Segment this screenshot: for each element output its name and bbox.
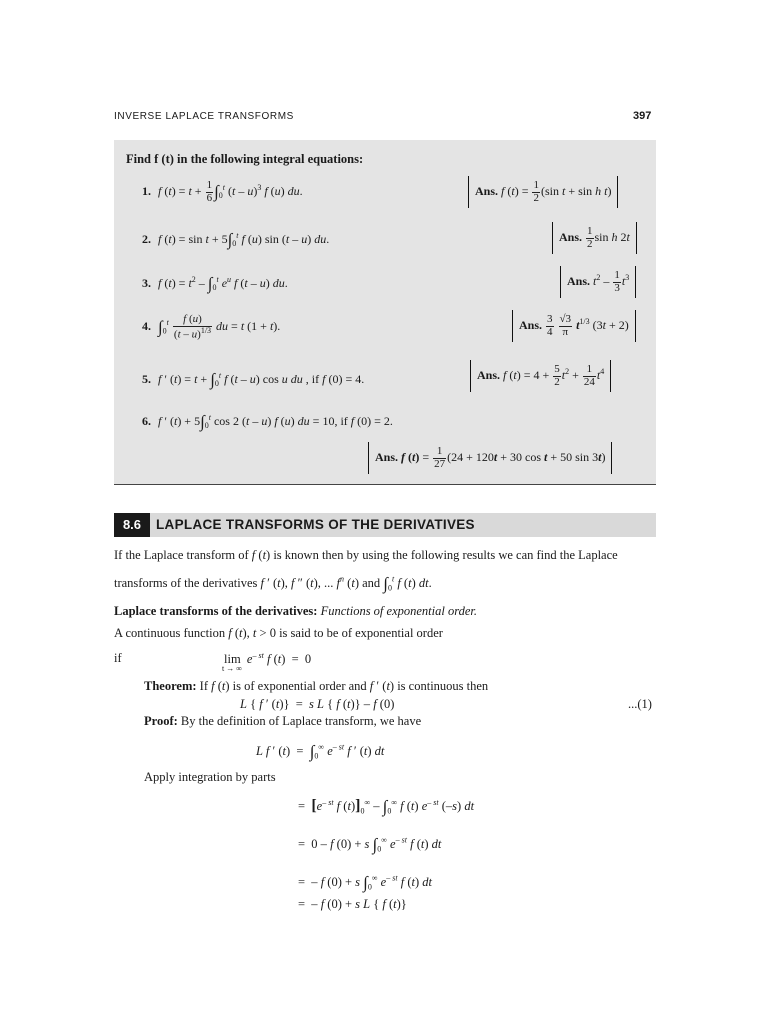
proof-text: By the definition of Laplace transform, we have [180,714,422,728]
question-1: 1. f (t) = t + $\frac{1}{6}$ $\int_0^t$ (t – u)$^3$ f (u) du. [142,179,303,204]
answer-label: Ans. [559,229,583,244]
question-4: 4. $\int_0^t$ $\frac{f (u)}{(t - u)^{1/3}}$ du = t (1 + t). [142,313,281,341]
step-4: = – f (0) + s L { f (t)} [298,897,407,911]
question-number: 1. [142,183,151,198]
exercise-title-text: Find f (t) in the following integral equations: [126,152,364,166]
answer-3: Ans. $t^2$ – $\frac{1}{3}$ $t^3$ [560,266,636,298]
answer-5: Ans. f (t) = 4 + $\frac{5}{2}$ $t^2$ + $\frac{1}{24}$ $t^4$ [470,360,611,392]
question-6: 6. f ′ $(t) + 5\int_0^t$ cos 2 (t – u) f (u) du = 10, if f (0) = 2. [142,412,393,431]
definition-equation: L f ′ $(t) = \int_0^\infty$ $e^{- st}$ f ′ (t) dt [256,742,385,761]
answer-2: Ans. $\frac{1}{2}$ sin h 2t [552,222,637,254]
subhead-italic: Functions of exponential order. [320,604,478,618]
answer-label: Ans. [477,367,501,382]
limit-subscript: t → ∞ [222,664,242,673]
answer-1: Ans. f (t) = $\frac{1}{2}$ (sin t + sin h t) [468,176,618,208]
limit-equation: $\lim e^{- st}$ f (t) = 0 [224,651,312,667]
answer-4: Ans. $\frac{3}{4}$ $\frac{√3}{\pi}$ $t^{1/3}$ (3t + 2) [512,310,636,342]
step-1: = [$e^{- st}$ f $(t)]_0^\infty - \int_0^\infty$ f (t) $e^{- st}$ (–s) dt [298,797,475,817]
question-number: 4. [142,319,151,334]
theorem-line: Theorem: If f (t) is of exponential order and f ′ (t) is continuous then [144,679,489,693]
question-2: 2. f $(t) = \sin t + 5\int_0^t$ f (u) sin (t – u) du. [142,230,330,249]
continuity-line: A continuous function f (t), t > 0 is said to be of exponential order [114,626,443,640]
question-number: 5. [142,371,151,386]
theorem-equation: L { f ′ (t)} = s L { f (t)} – f (0) [240,697,395,711]
answer-label: Ans. [375,449,399,464]
question-5: 5. f ′ $(t) = t + \int_0^t$ f (t – u) cos u du , if f (0) = 4. [142,370,365,389]
section-number: 8.6 [114,513,150,537]
answer-label: Ans. [567,273,591,288]
proof-line [144,714,421,729]
subhead-bold: Laplace transforms of the derivatives: [114,604,318,618]
step-2: = 0 – f (0) + s $\int_0^\infty$ $e^{- st}$ f (t) dt [298,835,442,854]
subhead [114,604,477,619]
question-3: 3. f $(t) = t^2 - \int_0^t$ $e^u$ f (t – u) du. [142,274,288,293]
section-title: LAPLACE TRANSFORMS OF THE DERIVATIVES [156,517,475,532]
step-3: = – f (0) + s $\int_0^\infty$ $e^{- st}$ f (t) dt [298,873,432,892]
answer-6: Ans. f (t) = $\frac{1}{27}$ (24 + 120t + 30 cos t + 50 sin 3t) [368,442,612,474]
theorem-label: Theorem: [144,679,197,693]
intro-line-2: transforms of the derivatives f ′ (t), f ″ (t), ... $f^n$ (t) and $\int_0^t$ f (t) dt. [114,574,432,593]
question-number: 2. [142,231,151,246]
if-word: if [114,651,122,665]
equation-ref: ...(1) [628,697,652,711]
proof-label: Proof: [144,714,178,728]
page-number: 397 [633,110,652,122]
running-title: INVERSE LAPLACE TRANSFORMS [114,111,294,122]
answer-label: Ans. [519,317,543,332]
answer-label: Ans. [475,183,499,198]
question-number: 3. [142,275,151,290]
parts-text: Apply integration by parts [144,770,276,784]
question-number: 6. [142,413,151,428]
exercise-title [126,152,363,167]
intro-line-1: If the Laplace transform of f (t) is known then by using the following results we can find the Laplace [114,548,618,562]
